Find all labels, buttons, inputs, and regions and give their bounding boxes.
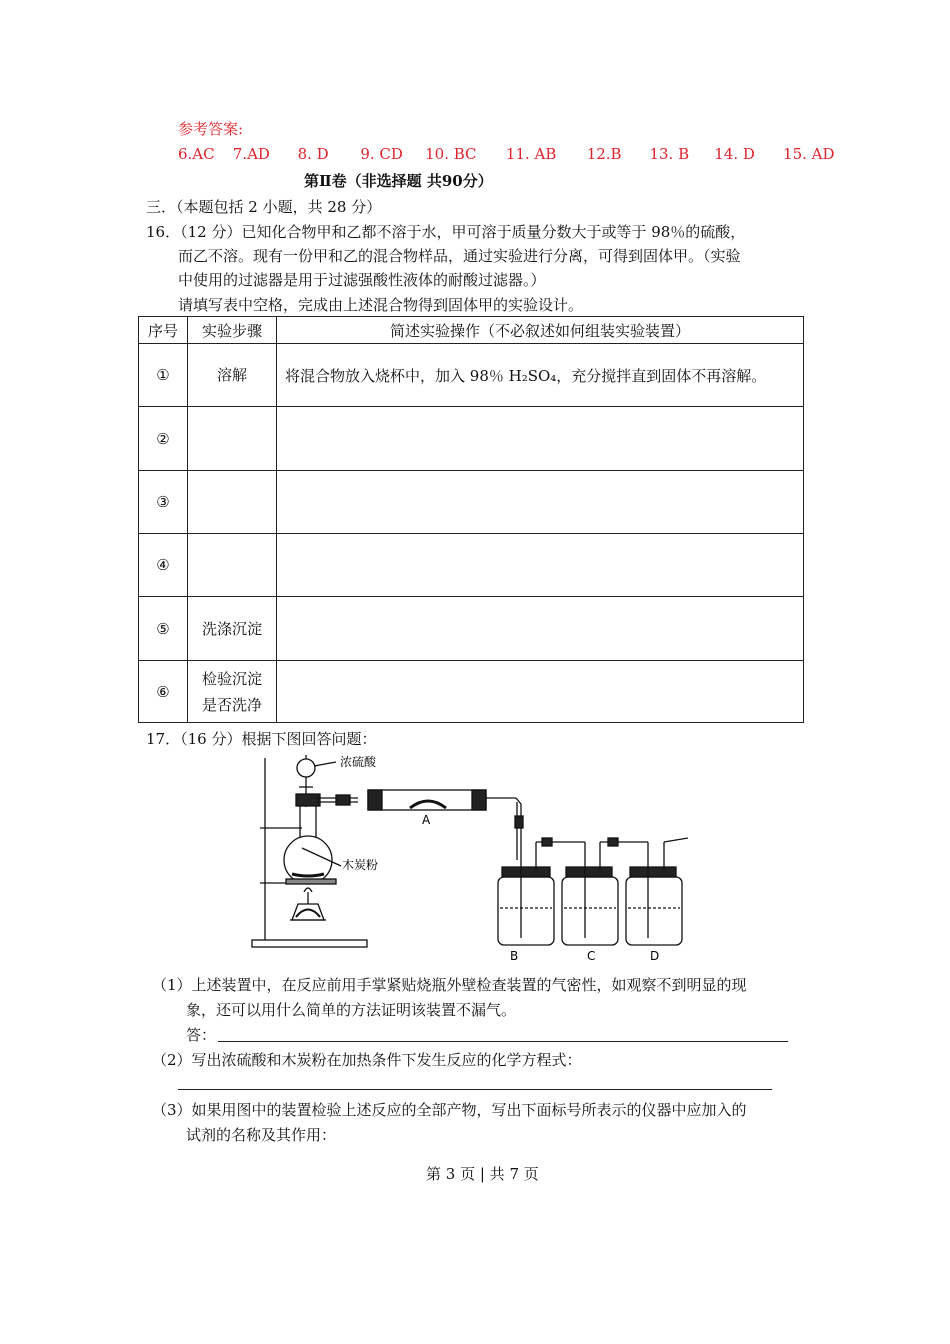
answer-11: 11. AB [505, 145, 557, 163]
header-operation: 简述实验操作（不必叙述如何组装实验装置） [277, 317, 804, 344]
table-row [139, 661, 804, 723]
label-c: C [587, 949, 596, 962]
q17-part1-line-1: （1）上述装置中，在反应前用手掌紧贴烧瓶外壁检查装置的气密性，如观察不到明显的现 [152, 976, 747, 994]
page-footer: 第 3 页 | 共 7 页 [426, 1165, 539, 1183]
table-row [139, 344, 804, 407]
q17-part3-line-1: （3）如果用图中的装置检验上述反应的全部产物，写出下面标号所表示的仪器中应加入的 [152, 1101, 747, 1119]
separatory-funnel [297, 759, 315, 777]
q17-part3-line-2: 试剂的名称及其作用： [186, 1126, 337, 1144]
bottle-c [562, 877, 618, 945]
label-d: D [650, 949, 660, 962]
answer-12: 12.B [586, 145, 622, 163]
row-step: 洗涤沉淀 [188, 597, 277, 661]
answer-10: 10. BC [425, 145, 477, 163]
q16-line-3: 中使用的过滤器是用于过滤强酸性液体的耐酸过滤器。） [178, 271, 546, 289]
q17-part1-answer-line[interactable] [218, 1041, 788, 1042]
q16-line-4: 请填写表中空格，完成由上述混合物得到固体甲的实验设计。 [178, 296, 584, 314]
table-row [139, 471, 804, 534]
row-step: 溶解 [188, 344, 277, 407]
experiment-table [138, 316, 804, 723]
row-step-input[interactable] [188, 407, 277, 471]
answer-6: 6.AC [178, 145, 215, 163]
table-row [139, 534, 804, 597]
answer-8: 8. D [297, 145, 329, 163]
row-operation: 将混合物放入烧杯中，加入 98％ H₂SO₄，充分搅拌直到固体不再溶解。 [277, 344, 804, 407]
row-step: 检验沉淀 是否洗净 [188, 661, 277, 723]
row-operation-input[interactable] [277, 661, 804, 723]
part-three-heading: 三．（本题包括 2 小题，共 28 分） [146, 198, 382, 216]
row-step-input[interactable] [188, 534, 277, 597]
label-charcoal: 木炭粉 [342, 858, 379, 872]
row-num: ⑤ [139, 597, 188, 661]
row-operation-input[interactable] [277, 407, 804, 471]
label-acid: 浓硫酸 [340, 755, 377, 769]
header-step: 实验步骤 [188, 317, 277, 344]
q17-part1-line-2: 象，还可以用什么简单的方法证明该装置不漏气。 [186, 1001, 517, 1019]
label-b: B [510, 949, 519, 962]
row-step-input[interactable] [188, 471, 277, 534]
row-num: ② [139, 407, 188, 471]
row-operation-input[interactable] [277, 597, 804, 661]
q17-intro: 17．（16 分）根据下图回答问题： [146, 730, 377, 748]
row-num: ③ [139, 471, 188, 534]
table-row [139, 407, 804, 471]
label-a: A [422, 813, 431, 827]
q16-line-1: 16．（12 分）已知化合物甲和乙都不溶于水，甲可溶于质量分数大于或等于 98％的硫酸， [146, 223, 746, 241]
answer-9: 9. CD [360, 145, 403, 163]
q17-part1-answer-label: 答： [186, 1026, 217, 1044]
answer-list [178, 145, 843, 163]
table-header-row [139, 317, 804, 344]
row-num: ④ [139, 534, 188, 597]
header-num: 序号 [139, 317, 188, 344]
q17-part2-answer-line[interactable] [178, 1089, 772, 1090]
bottle-b [498, 877, 554, 945]
answer-header: 参考答案: [178, 120, 244, 138]
row-operation-input[interactable] [277, 471, 804, 534]
answer-7: 7.AD [232, 145, 270, 163]
row-num: ⑥ [139, 661, 188, 723]
answer-14: 14. D [714, 145, 755, 163]
bottle-d [626, 877, 682, 945]
table-row [139, 597, 804, 661]
row-operation-input[interactable] [277, 534, 804, 597]
answer-15: 15. AD [783, 145, 835, 163]
stand-base [252, 940, 367, 947]
answer-13: 13. B [649, 145, 690, 163]
q16-line-2: 而乙不溶。现有一份甲和乙的混合物样品，通过实验进行分离，可得到固体甲。（实验 [178, 247, 741, 265]
row-num: ① [139, 344, 188, 407]
section-title: 第Ⅱ卷（非选择题 共90分） [304, 172, 493, 190]
apparatus-figure [240, 752, 720, 962]
q17-part2: （2）写出浓硫酸和木炭粉在加热条件下发生反应的化学方程式： [152, 1051, 582, 1069]
